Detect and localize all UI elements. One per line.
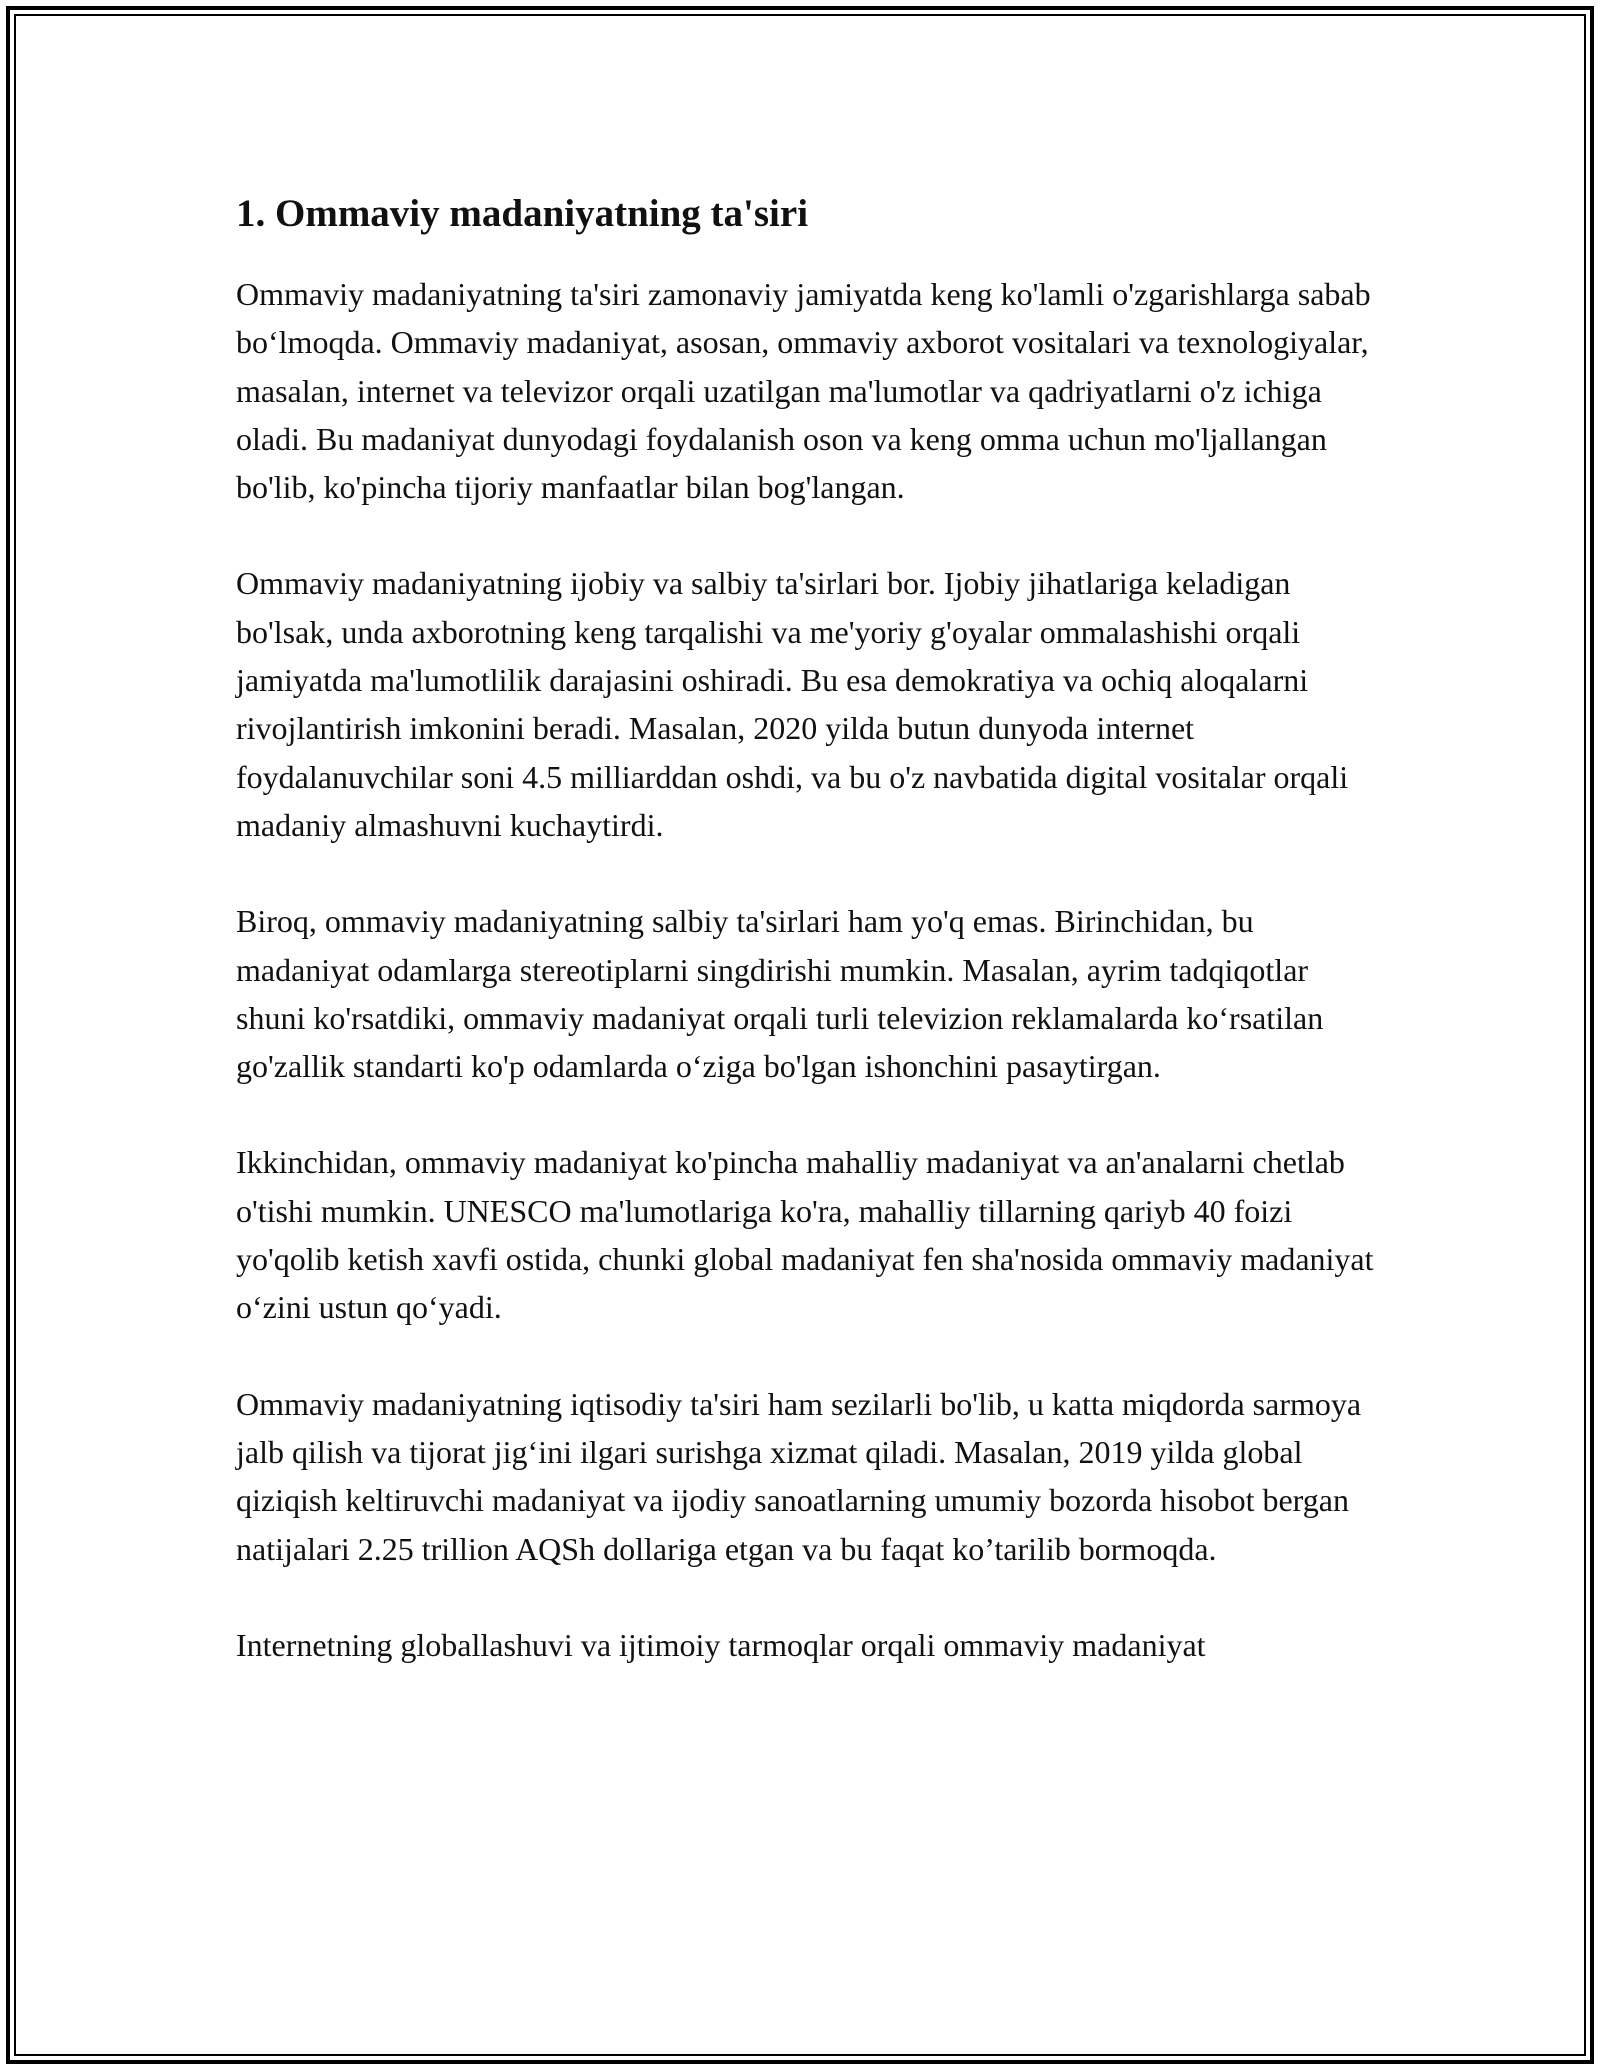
paragraph-1: Ommaviy madaniyatning ta'siri zamonaviy jamiyatda keng ko'lamli o'zgarishlarga sabab bo‘lmoqda. Ommaviy madaniyat, asosan, ommaviy axborot vositalari va texnologiyalar, masalan, internet va televizor orqali uzatilgan ma'lumotlar va qadriyatlarni o'z ichiga oladi. Bu madaniyat dunyodagi foydalanish oson va keng omma uchun mo'ljallangan bo'lib, ko'pincha tijoriy manfaatlar bilan bog'langan. (236, 276, 1371, 506)
paragraph-5: Ommaviy madaniyatning iqtisodiy ta'siri ham sezilarli bo'lib, u katta miqdorda sarmoya jalb qilish va tijorat jig‘ini ilgari surishga xizmat qiladi. Masalan, 2019 yilda global qiziqish keltiruvchi madaniyat va ijodiy sanoatlarning umumiy bozorda hisobot bergan natijalari 2.25 trillion AQSh dollariga etgan va bu faqat ko’tarilib bormoqda. (236, 1385, 1362, 1567)
section-heading: 1. Ommaviy madaniyatning ta'siri (236, 192, 809, 235)
paragraph-3: Biroq, ommaviy madaniyatning salbiy ta'sirlari ham yo'q emas. Birinchidan, bu madaniyat odamlarga stereotiplarni singdirishi mumkin. Masalan, ayrim tadqiqotlar shuni ko'rsatdiki, ommaviy madaniyat orqali turli televizion reklamalarda ko‘rsatilan go'zallik standarti ko'p odamlarda o‘ziga bo'lgan ishonchini pasaytirgan. (236, 903, 1324, 1085)
paragraph-4: Ikkinchidan, ommaviy madaniyat ko'pincha mahalliy madaniyat va an'analarni chetlab o'tishi mumkin. UNESCO ma'lumotlariga ko'ra, mahalliy tillarning qariyb 40 foizi yo'qolib ketish xavfi ostida, chunki global madaniyat fen sha'nosida ommaviy madaniyat o‘zini ustun qo‘yadi. (236, 1144, 1374, 1326)
document-body (236, 186, 1376, 1717)
paragraph-6: Internetning globallashuvi va ijtimoiy tarmoqlar orqali ommaviy madaniyat (236, 1626, 1206, 1663)
paragraph-2: Ommaviy madaniyatning ijobiy va salbiy ta'sirlari bor. Ijobiy jihatlariga keladigan bo'lsak, unda axborotning keng tarqalishi va me'yoriy g'oyalar ommalashishi orqali jamiyatda ma'lumotlilik darajasini oshiradi. Bu esa demokratiya va ochiq aloqalarni rivojlantirish imkonini beradi. Masalan, 2020 yilda butun dunyoda internet foydalanuvchilar soni 4.5 milliarddan oshdi, va bu o'z navbatida digital vositalar orqali madaniy almashuvni kuchaytirdi. (236, 565, 1349, 843)
